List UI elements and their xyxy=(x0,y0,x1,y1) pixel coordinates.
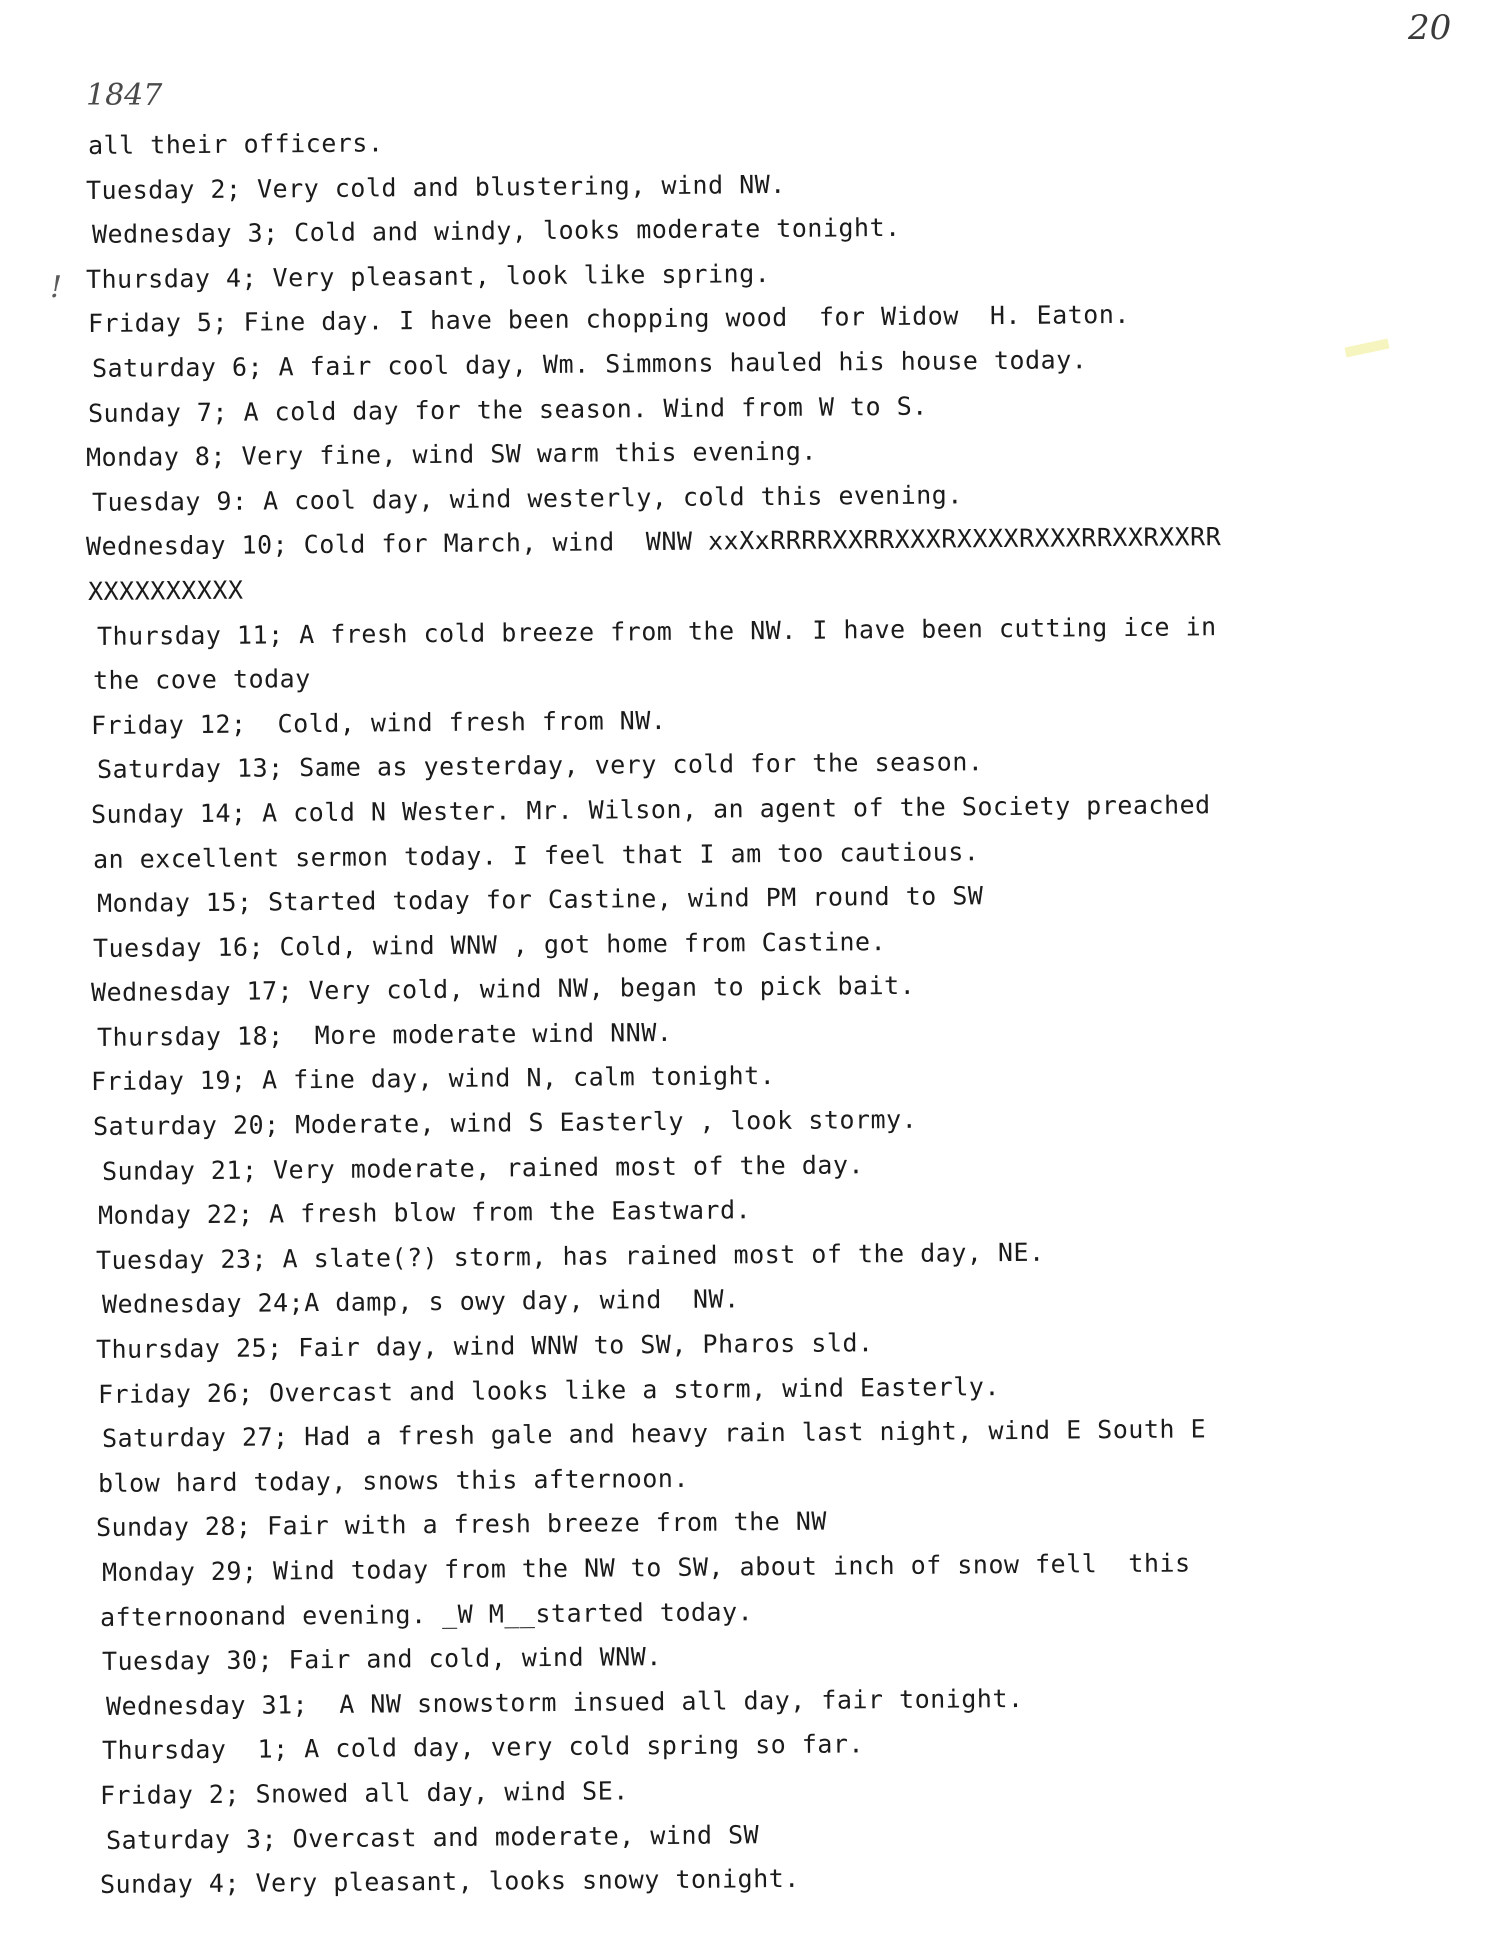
diary-line: Thursday 1; A cold day, very cold spring so far. xyxy=(101,1729,865,1766)
diary-line: Saturday 13; Same as yesterday, very cold for the season. xyxy=(96,747,984,785)
diary-line: Friday 5; Fine day. I have been chopping wood for Widow H. Eaton. xyxy=(87,300,1131,339)
diary-line: Monday 22; A fresh blow from the Eastward. xyxy=(97,1195,752,1231)
diary-line: Monday 15; Started today for Castine, wind PM round to SW xyxy=(96,881,984,919)
diary-line: Sunday 7; A cold day for the season. Wind from W to S. xyxy=(87,391,928,428)
diary-line: Sunday 4; Very pleasant, looks snowy tonight. xyxy=(99,1864,800,1900)
diary-entries xyxy=(86,124,1286,1908)
diary-line: Monday 29; Wind today from the NW to SW, about inch of snow fell this xyxy=(101,1548,1191,1587)
diary-line: XXXXXXXXXX xyxy=(87,575,244,606)
diary-line: blow hard today, snows this afternoon. xyxy=(97,1463,690,1498)
diary-line: Wednesday 24;A damp, s owy day, wind NW. xyxy=(101,1284,740,1320)
diary-line: Wednesday 3; Cold and windy, looks moderate tonight. xyxy=(91,213,901,250)
diary-line: Sunday 14; A cold N Wester. Mr. Wilson, an agent of the Society preached xyxy=(90,790,1211,829)
diary-line: Saturday 3; Overcast and moderate, wind SW xyxy=(105,1819,760,1855)
diary-line: Saturday 27; Had a fresh gale and heavy rain last night, wind E South E xyxy=(101,1414,1207,1454)
diary-line: Saturday 6; A fair cool day, Wm. Simmons hauled his house today. xyxy=(91,345,1088,383)
diary-line: Wednesday 17; Very cold, wind NW, began to pick bait. xyxy=(90,971,916,1008)
diary-line: Tuesday 2; Very cold and blustering, wind NW. xyxy=(85,169,786,205)
diary-line: Saturday 20; Moderate, wind S Easterly , look stormy. xyxy=(92,1104,918,1142)
diary-line: Monday 8; Very fine, wind SW warm this evening. xyxy=(85,436,818,473)
diary-line: Tuesday 9: A cool day, wind westerly, cold this evening. xyxy=(91,480,963,517)
diary-line: all their officers. xyxy=(87,128,384,160)
diary-line: Tuesday 16; Cold, wind WNW , got home from Castine. xyxy=(92,926,887,963)
diary-line: Friday 19; A fine day, wind N, calm tonight. xyxy=(90,1061,776,1097)
year-heading: 1847 xyxy=(86,78,163,113)
diary-line: Thursday 25; Fair day, wind WNW to SW, Pharos sld. xyxy=(95,1328,874,1365)
diary-line: Friday 26; Overcast and looks like a storm, wind Easterly. xyxy=(97,1371,1001,1409)
diary-line: an excellent sermon today. I feel that I am too cautious. xyxy=(92,836,980,874)
diary-line: Friday 2; Snowed all day, wind SE. xyxy=(99,1776,629,1810)
diary-line: afternoonand evening. _W M__started today. xyxy=(99,1596,754,1632)
diary-line: Wednesday 10; Cold for March, wind WNW xxXxRRRRXXRRXXXRXXXXRXXXRRXXRXXRR xyxy=(85,522,1222,562)
diary-line: Thursday 4; Very pleasant, look like spring. xyxy=(85,258,771,294)
margin-mark: ! xyxy=(50,270,63,305)
diary-line: Tuesday 23; A slate(?) storm, has rained most of the day, NE. xyxy=(95,1237,1045,1275)
diary-line: Sunday 21; Very moderate, rained most of the day. xyxy=(101,1149,865,1186)
diary-line: Sunday 28; Fair with a fresh breeze from the NW xyxy=(95,1507,828,1543)
diary-line: Thursday 18; More moderate wind NNW. xyxy=(96,1017,673,1052)
diary-line: the cove today xyxy=(92,664,311,696)
diary-line: Thursday 11; A fresh cold breeze from the NW. I have been cutting ice in xyxy=(96,611,1217,651)
diary-line: Friday 12; Cold, wind fresh from NW. xyxy=(90,705,667,740)
diary-line: Wednesday 31; A NW snowstorm insued all day, fair tonight. xyxy=(105,1683,1024,1721)
diary-line: Tuesday 30; Fair and cold, wind WNW. xyxy=(101,1642,662,1677)
highlighter-mark xyxy=(1344,339,1389,358)
page-number: 20 xyxy=(1408,8,1452,48)
